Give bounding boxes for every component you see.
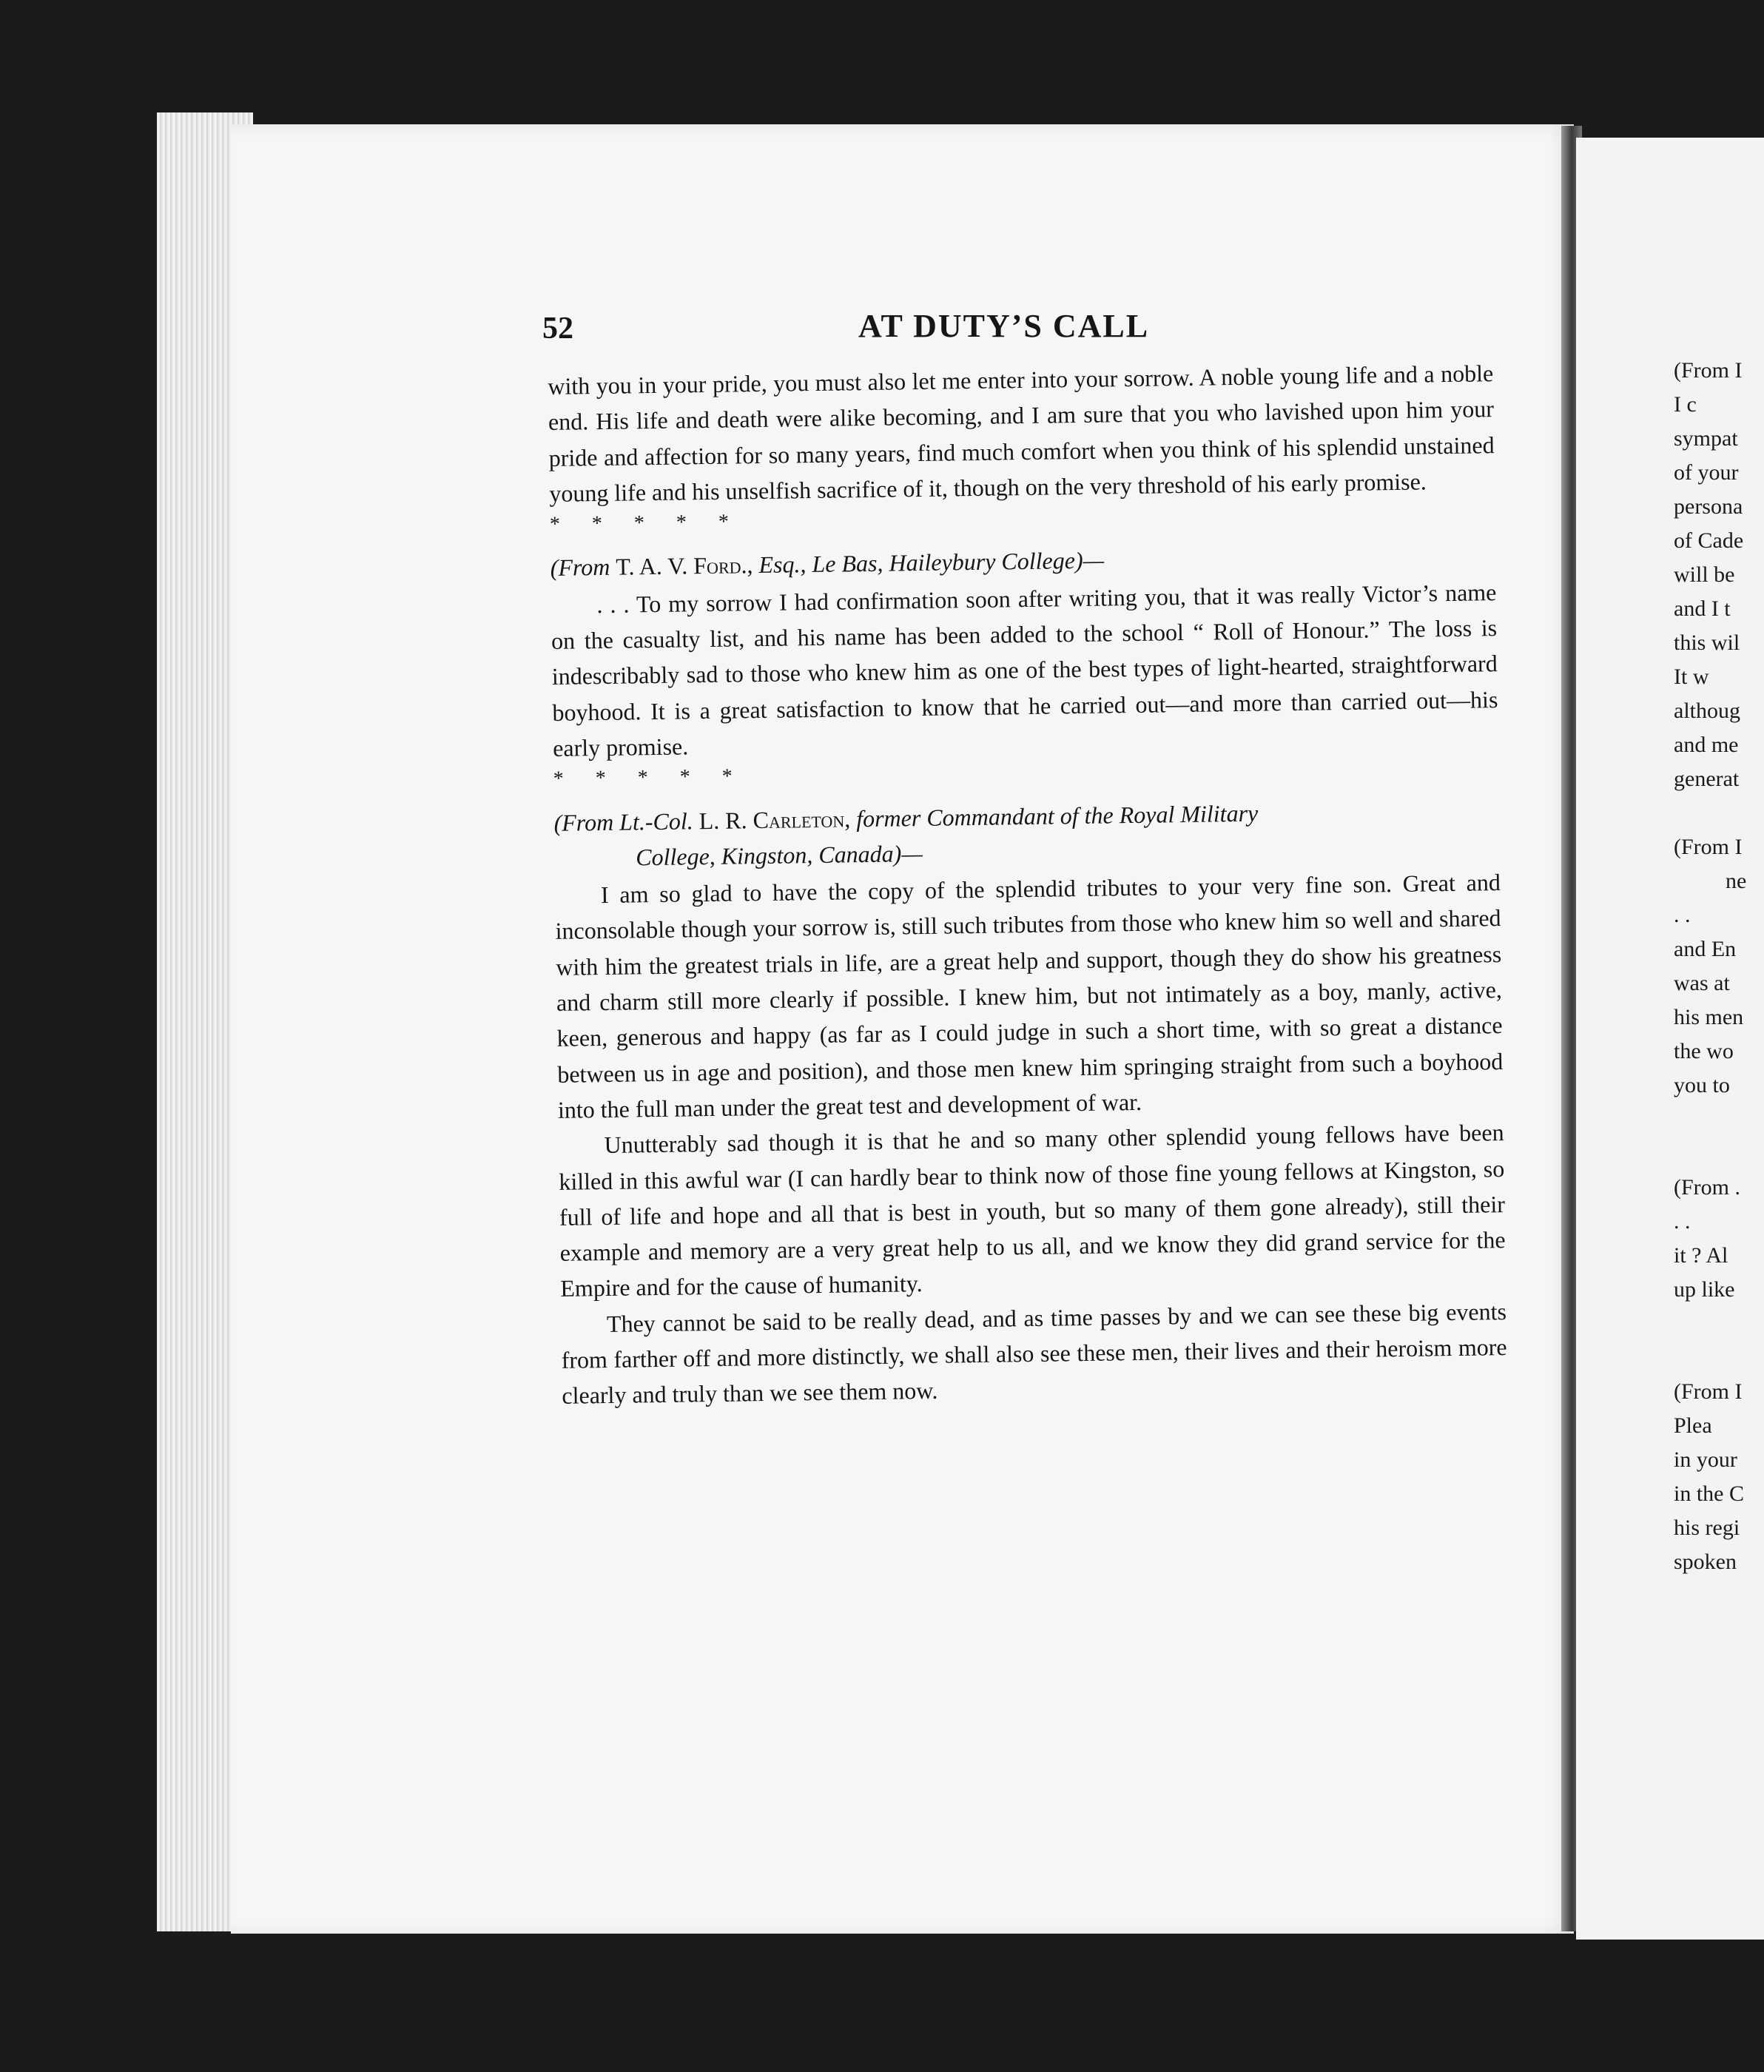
right-page-line <box>1674 796 1764 830</box>
right-page-line: up like <box>1674 1277 1735 1302</box>
section-separator: * * * * * <box>553 764 733 791</box>
right-page-line: (From I <box>1674 835 1743 859</box>
right-page-line: (From I <box>1674 358 1743 383</box>
page-number: 52 <box>542 312 573 346</box>
running-title: AT DUTY’S CALL <box>858 308 1150 344</box>
right-page-line <box>1674 1307 1764 1341</box>
right-page-line: (From I <box>1674 1379 1743 1404</box>
continued-paragraph: with you in your pride, you must also let me enter into your sorrow. A noble young life and a noble end. His life and death were alike becoming, and I am sure that you who lavished upon him your pride and affection for so many years, find much comfort when you think of his splendid unstained young life and his unselfish sacrifice of it, though on the very threshold of his early promise. <box>548 360 1495 507</box>
right-page-line: you to <box>1674 1073 1730 1097</box>
right-page-line: sympat <box>1674 426 1738 451</box>
attrib-place: Le Bas, Haileybury College)— <box>812 547 1105 578</box>
right-page-line: of Cade <box>1674 528 1744 553</box>
letter-body-ford: . . . To my sorrow I had confirmation soon after writing you, that it was really Victor’s name on the casualty list, and his name has been added to the school “ Roll of Honour.” The loss is indescribably sad to those who knew him as one of the best types of light-hearted, straightforward boyhood. It is a great satisfaction to know that he carried out—and more than carried out—his early promise. <box>551 578 1498 761</box>
right-page-line: in the C <box>1674 1481 1744 1506</box>
right-page-line: Plea <box>1674 1413 1712 1438</box>
right-page-line: I c <box>1674 392 1697 417</box>
right-page-line: his regi <box>1674 1516 1740 1540</box>
right-page-line: It w <box>1674 665 1709 689</box>
letter-paragraph: They cannot be said to be really dead, and as time passes by and we can see these big events from farther off and more distinctly, we shall also see these men, their lives and their heroism more clearly and truly than we see them now. <box>561 1297 1507 1410</box>
right-page-line <box>1674 1341 1764 1375</box>
attrib-title-2: College, Kingston, Canada)— <box>635 839 923 871</box>
right-page-line: and I t <box>1674 596 1731 621</box>
right-page-line: this wil <box>1674 630 1740 655</box>
right-page-line: generat <box>1674 767 1740 791</box>
section-separator: * * * * * <box>549 510 730 536</box>
attrib-name: T. A. V. Ford., <box>616 551 753 581</box>
right-page-line: and En <box>1674 937 1737 961</box>
right-page-line <box>1674 1103 1764 1137</box>
attrib-title-1: former Commandant of the Royal Military <box>855 799 1259 832</box>
right-page-line: was at <box>1674 971 1730 995</box>
right-page-line: his men <box>1674 1005 1744 1029</box>
right-page-line: . . <box>1674 903 1691 927</box>
right-page-line: of your <box>1674 460 1739 485</box>
right-page-line: althoug <box>1674 699 1740 723</box>
attrib-from: (From <box>550 554 610 582</box>
letter-attribution-carleton <box>553 792 1500 876</box>
right-page-line <box>1674 1137 1764 1171</box>
right-page-line: persona <box>1674 494 1743 519</box>
right-page-line: and me <box>1674 733 1739 757</box>
right-page-line: will be <box>1674 562 1735 587</box>
attrib-esq: Esq., <box>758 551 807 579</box>
attrib-name: L. R. Carleton, <box>698 804 851 834</box>
letter-paragraph: Unutterably sad though it is that he and so many other splendid young fellows have been killed in this awful war (I can hardly bear to think now of those fine young fellows at Kingston, so full of life and hope and all that is best in youth, but so many of them gone already), still their example and memory are a very great help to us all, and we know they did grand service for the Empire and for the cause of humanity. <box>559 1119 1506 1302</box>
right-page-line: it ? Al <box>1674 1243 1728 1268</box>
right-page-line: (From . <box>1674 1175 1740 1200</box>
right-page-line: the wo <box>1674 1039 1734 1063</box>
attrib-from: (From <box>553 808 614 836</box>
right-page-line: . . <box>1674 1209 1691 1234</box>
right-page-line: in your <box>1674 1447 1737 1472</box>
letter-paragraph: I am so glad to have the copy of the splendid tributes to your very fine son. Great and inconsolable though your sorrow is, still such tributes from those who knew him so well and shared with him the greatest trials in life, are a great help and support, though they do show his greatness and charm still more clearly if possible. I knew him, but not intimately as a boy, manly, active, keen, generous and happy (as far as I could judge in such a short time, with so great a distance between us in age and position), and those men knew him springing straight from such a boyhood into the full man under the great test and development of war. <box>555 869 1504 1123</box>
attrib-rank: Lt.-Col. <box>619 807 693 835</box>
left-page-text <box>548 355 1508 1413</box>
right-page-line: spoken <box>1674 1550 1737 1574</box>
right-page-line: ne <box>1726 869 1747 893</box>
right-page-text <box>1674 354 1764 1579</box>
